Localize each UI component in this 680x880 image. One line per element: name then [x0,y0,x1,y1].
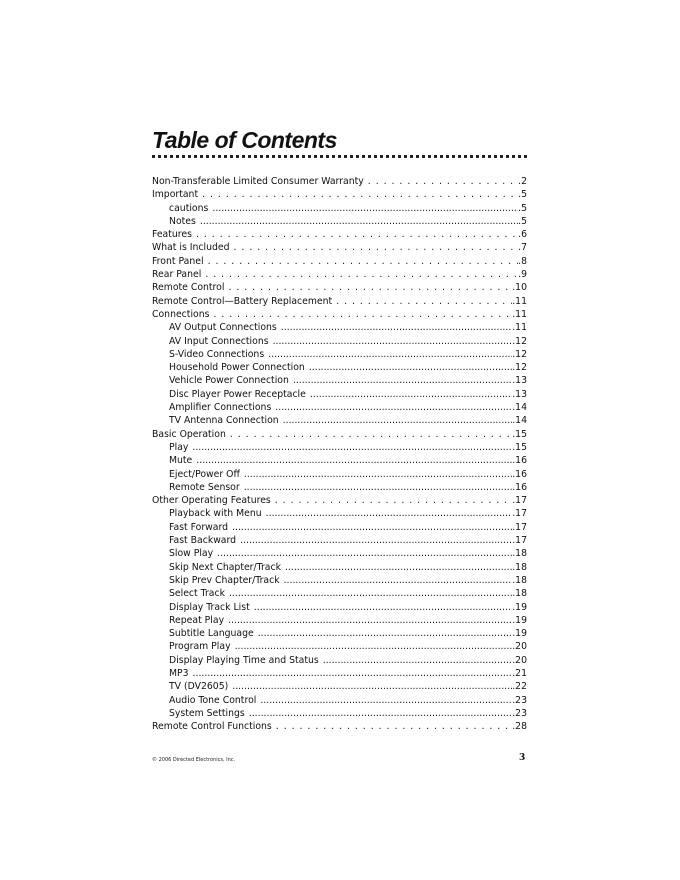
toc-subentry [152,627,527,640]
toc-entry-page: .11 [512,308,527,320]
dot-leader [196,228,518,241]
title-divider [152,155,527,158]
toc-entry-label: Play [169,441,189,453]
toc-entry-page: .17 [512,508,527,520]
dot-leader [275,494,512,507]
dot-leader [228,614,512,627]
toc-entry-label: S-Video Connections [169,348,265,360]
toc-entry-page: .23 [512,694,527,706]
toc-entry-page: .11 [512,322,527,334]
page-title: Table of Contents [152,127,337,153]
toc-subentry [152,335,527,348]
dot-leader [283,414,513,427]
toc-entry-page: .12 [512,335,527,347]
dot-leader [228,281,512,294]
toc-entry-page: .16 [512,468,527,480]
toc-subentry [152,388,527,401]
toc-entry-label: Slow Play [169,548,214,560]
dot-leader [284,574,513,587]
toc-entry-label: What is Included [152,242,230,254]
toc-subentry [152,561,527,574]
toc-entry-page: .14 [512,415,527,427]
dot-leader [260,694,512,707]
toc-entry-label: Mute [169,455,193,467]
toc-entry-page: .5 [518,202,527,214]
dot-leader [275,401,512,414]
toc-entry [152,428,527,441]
dot-leader [217,547,512,560]
dot-leader [232,521,512,534]
toc-entry-page: .17 [512,521,527,533]
toc-entry-label: Connections [152,308,210,320]
toc-subentry [152,587,527,600]
copyright-notice: © 2006 Directed Electronics, Inc. [152,757,236,763]
toc-entry-page: .20 [512,641,527,653]
toc-subentry [152,401,527,414]
dot-leader [281,321,512,334]
toc-entry-page: .14 [512,402,527,414]
toc-entry-label: Audio Tone Control [169,694,257,706]
toc-entry-page: .28 [512,721,527,733]
toc-subentry [152,694,527,707]
toc-entry [152,268,527,281]
table-of-contents [152,175,527,733]
dot-leader [229,587,512,600]
toc-entry-label: Amplifier Connections [169,402,272,414]
toc-entry-label: Remote Control—Battery Replacement [152,295,333,307]
toc-entry-page: .16 [512,481,527,493]
dot-leader [235,640,513,653]
toc-entry [152,241,527,254]
toc-entry-page: .11 [512,295,527,307]
toc-entry-label: Display Playing Time and Status [169,654,319,666]
toc-entry-label: AV Output Connections [169,322,277,334]
toc-subentry [152,707,527,720]
toc-entry-page: .17 [512,495,527,507]
toc-entry [152,281,527,294]
toc-entry-label: Subtitle Language [169,628,254,640]
toc-entry-label: Other Operating Features [152,495,271,507]
toc-entry-page: .20 [512,654,527,666]
page-number: 3 [519,753,526,763]
toc-entry-page: .21 [512,667,527,679]
toc-subentry [152,454,527,467]
toc-subentry [152,640,527,653]
toc-subentry [152,534,527,547]
toc-subentry [152,348,527,361]
toc-subentry [152,374,527,387]
dot-leader [309,361,512,374]
toc-entry-page: .5 [518,189,527,201]
dot-leader [323,654,512,667]
toc-entry-page: .7 [518,242,527,254]
toc-entry-label: Important [152,189,199,201]
toc-subentry [152,321,527,334]
toc-entry-label: Fast Forward [169,521,229,533]
toc-subentry [152,601,527,614]
toc-entry-page: .18 [512,588,527,600]
toc-subentry [152,507,527,520]
toc-entry-label: Vehicle Power Connection [169,375,289,387]
toc-entry [152,175,527,188]
toc-entry-label: Playback with Menu [169,508,262,520]
toc-entry-label: MP3 [169,667,189,679]
toc-entry-label: Remote Sensor [169,481,240,493]
toc-entry-label: Repeat Play [169,614,225,626]
dot-leader [234,241,519,254]
toc-entry-page: .19 [512,601,527,613]
toc-entry-label: TV Antenna Connection [169,415,279,427]
toc-entry-page: .12 [512,348,527,360]
toc-subentry [152,441,527,454]
toc-entry-label: Select Track [169,588,225,600]
dot-leader [244,468,512,481]
toc-entry [152,295,527,308]
dot-leader [200,215,518,228]
toc-entry-label: TV (DV2605) [169,681,229,693]
toc-entry [152,188,527,201]
dot-leader [196,454,512,467]
toc-entry-page: .13 [512,388,527,400]
toc-entry-page: .15 [512,441,527,453]
toc-entry [152,720,527,733]
toc-subentry [152,654,527,667]
toc-entry-label: Skip Prev Chapter/Track [169,574,280,586]
toc-entry-page: .6 [518,229,527,241]
toc-entry-page: .18 [512,561,527,573]
dot-leader [268,348,512,361]
toc-entry-label: Rear Panel [152,269,202,281]
toc-entry-label: Remote Control Functions [152,721,272,733]
toc-entry-label: Household Power Connection [169,362,305,374]
dot-leader [293,374,512,387]
dot-leader [285,561,512,574]
dot-leader [368,175,518,188]
toc-subentry [152,680,527,693]
toc-subentry [152,574,527,587]
dot-leader [336,295,512,308]
dot-leader [202,188,518,201]
toc-entry-label: Non-Transferable Limited Consumer Warranty [152,176,364,187]
toc-subentry [152,468,527,481]
toc-subentry [152,667,527,680]
toc-entry-label: Program Play [169,641,231,653]
toc-entry [152,308,527,321]
toc-subentry [152,215,527,228]
toc-entry-page: .5 [518,215,527,227]
dot-leader [230,428,512,441]
dot-leader [213,308,512,321]
toc-entry-label: Features [152,229,192,241]
toc-entry-page: .2 [518,176,527,187]
toc-entry-label: Display Track List [169,601,250,613]
toc-entry-page: .13 [512,375,527,387]
toc-entry-page: .18 [512,548,527,560]
dot-leader [192,441,512,454]
toc-entry-label: Front Panel [152,255,204,267]
toc-subentry [152,614,527,627]
dot-leader [249,707,512,720]
dot-leader [254,601,512,614]
toc-entry-page: .18 [512,574,527,586]
toc-entry-label: Notes [169,215,196,227]
toc-entry-page: .9 [518,269,527,281]
dot-leader [208,255,519,268]
toc-entry-page: .17 [512,535,527,547]
toc-entry-label: Basic Operation [152,428,226,440]
toc-entry-label: Skip Next Chapter/Track [169,561,281,573]
toc-subentry [152,414,527,427]
toc-entry-page: .22 [512,681,527,693]
toc-entry-label: AV Input Connections [169,335,269,347]
toc-subentry [152,547,527,560]
toc-entry-label: Fast Backward [169,535,237,547]
toc-entry [152,228,527,241]
dot-leader [276,720,512,733]
dot-leader [205,268,518,281]
toc-subentry [152,202,527,215]
toc-entry-page: .8 [518,255,527,267]
toc-entry-label: System Settings [169,707,245,719]
toc-entry-page: .12 [512,362,527,374]
toc-entry-page: .23 [512,707,527,719]
toc-entry-label: Disc Player Power Receptacle [169,388,306,400]
dot-leader [244,481,513,494]
dot-leader [273,335,513,348]
toc-entry [152,255,527,268]
dot-leader [193,667,513,680]
toc-entry-page: .10 [512,282,527,294]
toc-entry-page: .15 [512,428,527,440]
dot-leader [240,534,512,547]
dot-leader [310,388,512,401]
toc-entry-page: .19 [512,614,527,626]
toc-subentry [152,481,527,494]
toc-subentry [152,521,527,534]
dot-leader [212,202,518,215]
toc-entry-label: cautions [169,202,209,214]
dot-leader [266,507,513,520]
toc-subentry [152,361,527,374]
toc-entry [152,494,527,507]
dot-leader [258,627,512,640]
toc-entry-label: Remote Control [152,282,225,294]
toc-entry-label: Eject/Power Off [169,468,240,480]
toc-entry-page: .16 [512,455,527,467]
dot-leader [232,680,512,693]
toc-entry-page: .19 [512,628,527,640]
